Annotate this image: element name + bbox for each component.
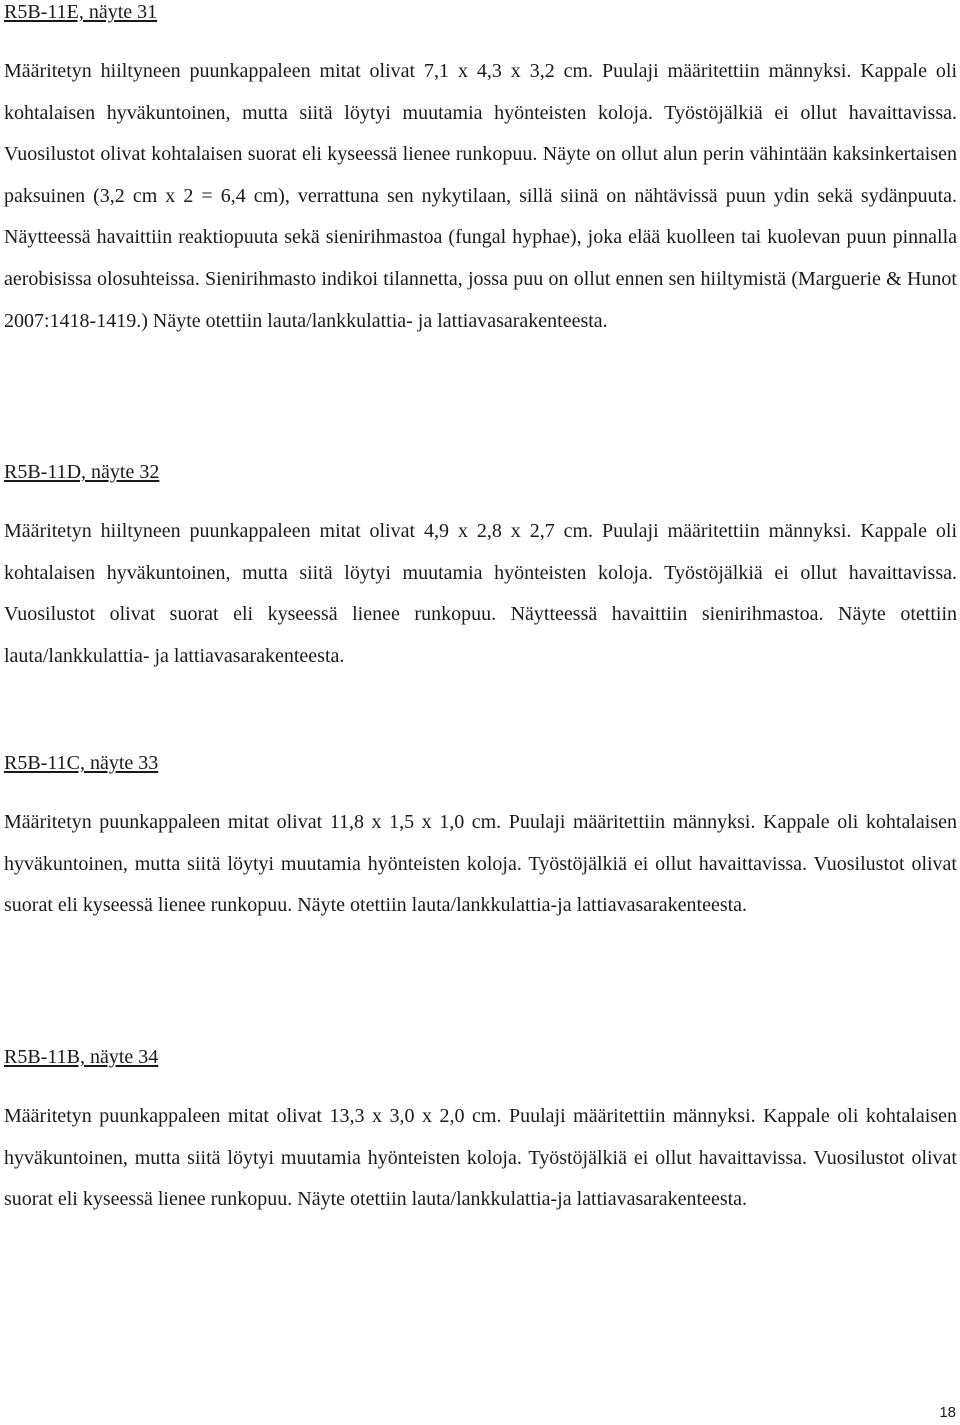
page-number: 18 [939, 1404, 956, 1421]
section-paragraph: Määritetyn hiiltyneen puunkappaleen mitat olivat 7,1 x 4,3 x 3,2 cm. Puulaji määritettiin männyksi. Kappale oli kohtalaisen hyväkuntoinen, mutta siitä löytyi muutamia hyönteisten koloja. Työstöjälkiä ei ollut havaittavissa. Vuosilustot olivat kohtalaisen suorat eli kyseessä lienee runkopuu. Näyte on ollut alun perin vähintään kaksinkertaisen paksuinen (3,2 cm x 2 = 6,4 cm), verrattuna sen nykytilaan, sillä siinä on nähtävissä puun ydin sekä sydänpuuta. Näytteessä havaittiin reaktiopuuta sekä sienirihmastoa (fungal hyphae), joka elää kuolleen tai kuolevan puun pinnalla aerobisissa olosuhteissa. Sienirihmasto indikoi tilannetta, jossa puu on ollut ennen sen hiiltymistä (Marguerie & Hunot 2007:1418-1419.) Näyte otettiin lauta/lankkulattia- ja lattiavasarakenteesta. [4, 60, 957, 332]
section-heading: R5B-11C, näyte 33 [4, 752, 159, 774]
section-sample-33 [4, 751, 957, 927]
section-heading: R5B-11D, näyte 32 [4, 461, 160, 483]
section-sample-32 [4, 460, 957, 677]
section-heading: R5B-11B, näyte 34 [4, 1046, 159, 1068]
section-paragraph: Määritetyn puunkappaleen mitat olivat 11,8 x 1,5 x 1,0 cm. Puulaji määritettiin männyksi. Kappale oli kohtalaisen hyväkuntoinen, mutta siitä löytyi muutamia hyönteisten koloja. Työstöjälkiä ei ollut havaittavissa. Vuosilustot olivat suorat eli kyseessä lienee runkopuu. Näyte otettiin lauta/lankkulattia-ja lattiavasarakenteesta. [4, 811, 957, 917]
section-paragraph: Määritetyn puunkappaleen mitat olivat 13,3 x 3,0 x 2,0 cm. Puulaji määritettiin männyksi. Kappale oli kohtalaisen hyväkuntoinen, mutta siitä löytyi muutamia hyönteisten koloja. Työstöjälkiä ei ollut havaittavissa. Vuosilustot olivat suorat eli kyseessä lienee runkopuu. Näyte otettiin lauta/lankkulattia-ja lattiavasarakenteesta. [4, 1105, 957, 1211]
section-sample-31 [4, 0, 957, 342]
section-paragraph: Määritetyn hiiltyneen puunkappaleen mitat olivat 4,9 x 2,8 x 2,7 cm. Puulaji määritettiin männyksi. Kappale oli kohtalaisen hyväkuntoinen, mutta siitä löytyi muutamia hyönteisten koloja. Työstöjälkiä ei ollut havaittavissa. Vuosilustot olivat suorat eli kyseessä lienee runkopuu. Näytteessä havaittiin sienirihmastoa. Näyte otettiin lauta/lankkulattia- ja lattiavasarakenteesta. [4, 520, 957, 667]
section-sample-34 [4, 1045, 957, 1221]
section-heading: R5B-11E, näyte 31 [4, 1, 158, 23]
